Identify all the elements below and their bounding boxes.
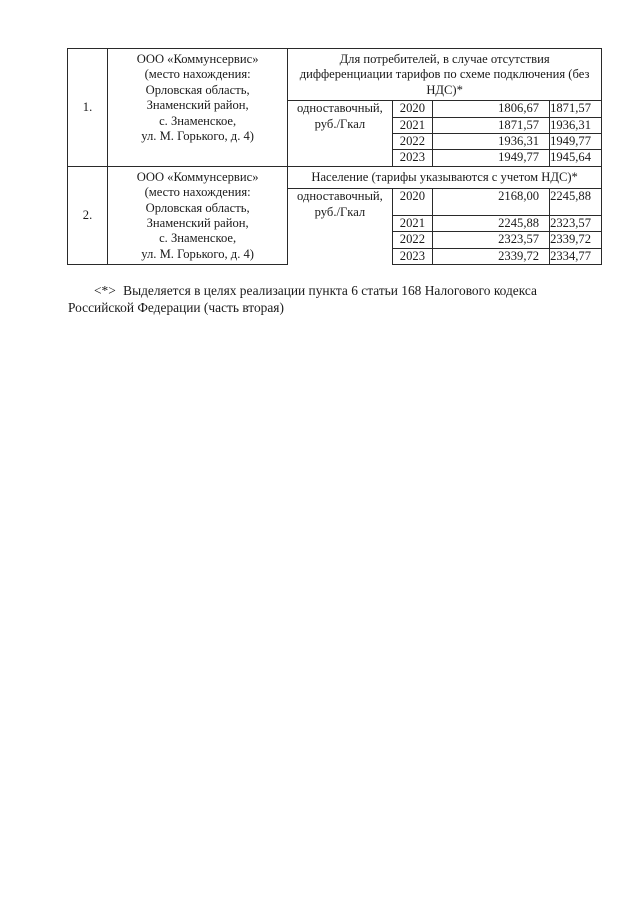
- consumer-category: Население (тарифы указываются с учетом НДС)*: [288, 166, 602, 188]
- table-row: [68, 166, 602, 188]
- organization-cell: [108, 49, 288, 167]
- tariff-second-half: 1936,31: [550, 117, 602, 133]
- tariff-first-half: 2339,72: [433, 248, 550, 264]
- organization-line: ул. М. Горького, д. 4): [141, 129, 254, 144]
- tariff-first-half: 1871,57: [433, 117, 550, 133]
- tariff-unit-line: одноставочный,: [297, 101, 383, 116]
- year-cell: 2022: [392, 134, 433, 150]
- consumer-category: Для потребителей, в случае отсутствия дифференциации тарифов по схеме подключения (без НДС)*: [288, 49, 602, 101]
- organization-line: (место нахождения:: [144, 185, 251, 200]
- organization-line: Орловская область,: [145, 82, 250, 97]
- tariff-unit-line: одноставочный,: [297, 189, 383, 204]
- tariff-first-half: 2245,88: [433, 216, 550, 232]
- organization-line: ул. М. Горького, д. 4): [141, 246, 254, 261]
- year-cell: 2020: [392, 101, 433, 117]
- row-number: 1.: [68, 49, 108, 167]
- organization-line: ООО «Коммунсервис»: [136, 169, 259, 184]
- tariff-second-half: 2323,57: [550, 216, 602, 232]
- tariff-unit-cell: [288, 101, 392, 167]
- footnote: [68, 282, 614, 316]
- tariff-second-half: 2245,88: [550, 189, 602, 216]
- tariff-first-half: 1806,67: [433, 101, 550, 117]
- year-cell: 2020: [392, 189, 433, 216]
- row-number: 2.: [68, 166, 108, 264]
- tariff-second-half: 1945,64: [550, 150, 602, 166]
- tariff-first-half: 1949,77: [433, 150, 550, 166]
- tariff-first-half: 2168,00: [433, 189, 550, 216]
- tariff-first-half: 2323,57: [433, 232, 550, 248]
- tariff-unit-cell: [288, 189, 392, 265]
- tariff-table: [67, 48, 602, 265]
- organization-line: (место нахождения:: [144, 67, 251, 82]
- tariff-second-half: 2339,72: [550, 232, 602, 248]
- year-cell: 2023: [392, 248, 433, 264]
- year-cell: 2021: [392, 216, 433, 232]
- tariff-unit-line: руб./Гкал: [314, 204, 366, 219]
- tariff-first-half: 1936,31: [433, 134, 550, 150]
- year-cell: 2022: [392, 232, 433, 248]
- organization-line: Орловская область,: [145, 200, 250, 215]
- organization-line: ООО «Коммунсервис»: [136, 52, 259, 66]
- organization-line: с. Знаменское,: [159, 113, 237, 128]
- tariff-second-half: 1871,57: [550, 101, 602, 117]
- organization-cell: [108, 166, 288, 264]
- table-row: [68, 49, 602, 101]
- year-cell: 2023: [392, 150, 433, 166]
- footnote-text-line2: Российской Федерации (часть вторая): [68, 300, 284, 315]
- organization-line: Знаменский район,: [146, 216, 249, 231]
- organization-line: с. Знаменское,: [159, 231, 237, 246]
- year-cell: 2021: [392, 117, 433, 133]
- tariff-unit-line: руб./Гкал: [314, 116, 366, 131]
- organization-line: Знаменский район,: [146, 98, 249, 113]
- footnote-mark: <*>: [94, 283, 116, 298]
- footnote-text-line1: Выделяется в целях реализации пункта 6 статьи 168 Налогового кодекса: [123, 283, 537, 298]
- tariff-second-half: 1949,77: [550, 134, 602, 150]
- tariff-second-half: 2334,77: [550, 248, 602, 264]
